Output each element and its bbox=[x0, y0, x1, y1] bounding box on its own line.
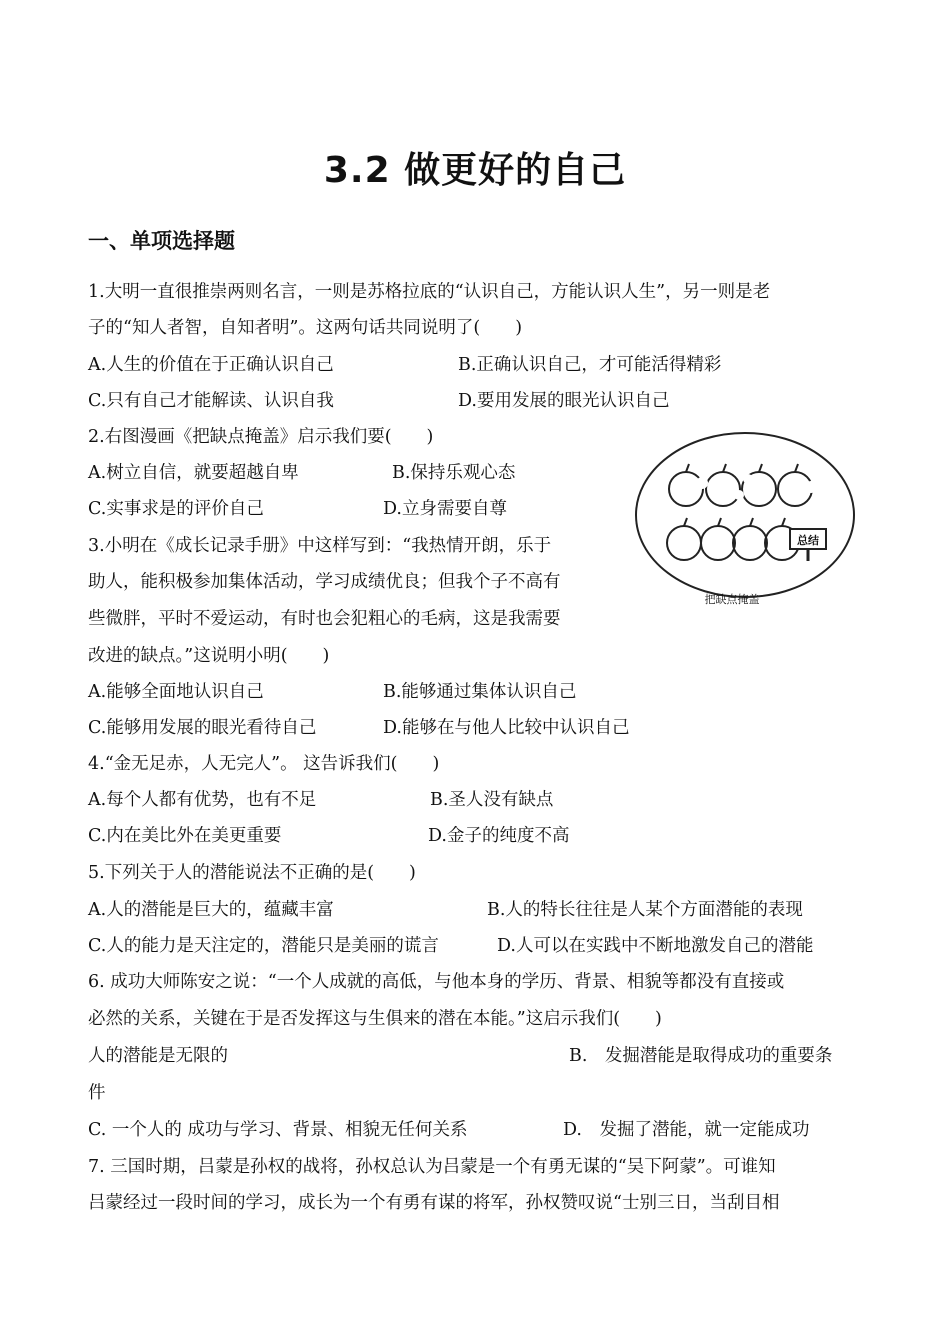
q2-option-d: D.立身需要自尊 bbox=[383, 499, 507, 519]
apple-icon bbox=[733, 526, 767, 560]
q5-option-d: D.人可以在实践中不断地激发自己的潜能 bbox=[497, 936, 814, 956]
q1-stem-line2: 子的“知人者智，自知者明”。这两句话共同说明了( ) bbox=[88, 318, 523, 338]
q1-option-a: A.人生的价值在于正确认识自己 bbox=[88, 355, 334, 375]
q4-option-d: D.金子的纯度不高 bbox=[428, 826, 570, 846]
q6-option-b: B. 发掘潜能是取得成功的重要条 bbox=[569, 1046, 833, 1066]
q6-stem-line1: 6. 成功大师陈安之说：“一个人成就的高低，与他本身的学历、背景、相貌等都没有直接或 bbox=[88, 972, 785, 992]
section-heading: 一、单项选择题 bbox=[88, 229, 235, 253]
q3-option-a: A.能够全面地认识自己 bbox=[88, 682, 264, 702]
q3-stem-line1: 3.小明在《成长记录手册》中这样写到：“我热情开朗，乐于 bbox=[88, 536, 552, 556]
page-title: 3.2 做更好的自己 bbox=[323, 150, 627, 191]
q6-option-c: C. 一个人的 成功与学习、背景、相貌无任何关系 bbox=[88, 1120, 468, 1140]
apple-icon bbox=[706, 472, 740, 506]
apple-icon bbox=[701, 526, 735, 560]
q3-option-b: B.能够通过集体认识自己 bbox=[383, 682, 577, 702]
q5-option-c: C.人的能力是天注定的，潜能只是美丽的谎言 bbox=[88, 936, 439, 956]
q3-option-c: C.能够用发展的眼光看待自己 bbox=[88, 718, 317, 738]
q6-option-a: 人的潜能是无限的 bbox=[88, 1046, 228, 1066]
plate-outline bbox=[636, 433, 854, 597]
q1-option-c: C.只有自己才能解读、认识自我 bbox=[88, 391, 334, 411]
q1-option-d: D.要用发展的眼光认识自己 bbox=[458, 391, 670, 411]
q1-stem-line1: 1.大明一直很推崇两则名言，一则是苏格拉底的“认识自己，方能认识人生”，另一则是老 bbox=[88, 282, 771, 302]
q5-option-a: A.人的潜能是巨大的，蕴藏丰富 bbox=[88, 900, 334, 920]
q6-stem-line2: 必然的关系，关键在于是否发挥这与生俱来的潜在本能。”这启示我们( ) bbox=[88, 1009, 662, 1029]
q2-option-a: A.树立自信，就要超越自卑 bbox=[88, 463, 299, 483]
q2-option-c: C.实事求是的评价自己 bbox=[88, 499, 264, 519]
q6-option-d: D. 发掘了潜能，就一定能成功 bbox=[563, 1120, 810, 1140]
q5-stem: 5.下列关于人的潜能说法不正确的是( ) bbox=[88, 863, 416, 883]
apple-icon bbox=[667, 526, 701, 560]
q1-option-b: B.正确认识自己，才可能活得精彩 bbox=[458, 355, 722, 375]
q3-option-d: D.能够在与他人比较中认识自己 bbox=[383, 718, 630, 738]
q7-stem-line1: 7. 三国时期，吕蒙是孙权的战将，孙权总认为吕蒙是一个有勇无谋的“吴下阿蒙”。可谁知 bbox=[88, 1157, 776, 1177]
q4-option-a: A.每个人都有优势，也有不足 bbox=[88, 790, 317, 810]
apple-bites bbox=[696, 474, 817, 500]
q3-stem-line4: 改进的缺点。”这说明小明( ) bbox=[88, 646, 330, 666]
q6-option-b-continued: 件 bbox=[88, 1083, 106, 1103]
bottom-apple-row bbox=[667, 518, 799, 560]
summary-sign-label: 总结 bbox=[797, 534, 819, 547]
q2-option-b: B.保持乐观心态 bbox=[392, 463, 516, 483]
q3-stem-line2: 助人，能积极参加集体活动，学习成绩优良；但我个子不高有 bbox=[88, 572, 561, 592]
q7-stem-line2: 吕蒙经过一段时间的学习，成长为一个有勇有谋的将军，孙权赞叹说“士别三日，当刮目相 bbox=[88, 1193, 780, 1213]
cartoon-caption: 把缺点掩盖 bbox=[704, 593, 760, 606]
q3-stem-line3: 些微胖，平时不爱运动，有时也会犯粗心的毛病，这是我需要 bbox=[88, 609, 561, 629]
apple-stems bbox=[684, 518, 785, 526]
apple-stems bbox=[686, 464, 798, 472]
q4-stem: 4.“金无足赤，人无完人”。 这告诉我们( ) bbox=[88, 754, 440, 774]
apple-icon bbox=[669, 472, 703, 506]
q4-option-b: B.圣人没有缺点 bbox=[430, 790, 554, 810]
q2-stem: 2.右图漫画《把缺点掩盖》启示我们要( ) bbox=[88, 427, 434, 447]
cartoon-figure bbox=[632, 425, 862, 615]
q4-option-c: C.内在美比外在美更重要 bbox=[88, 826, 282, 846]
q5-option-b: B.人的特长往往是人某个方面潜能的表现 bbox=[487, 900, 803, 920]
cartoon-svg bbox=[632, 425, 862, 615]
